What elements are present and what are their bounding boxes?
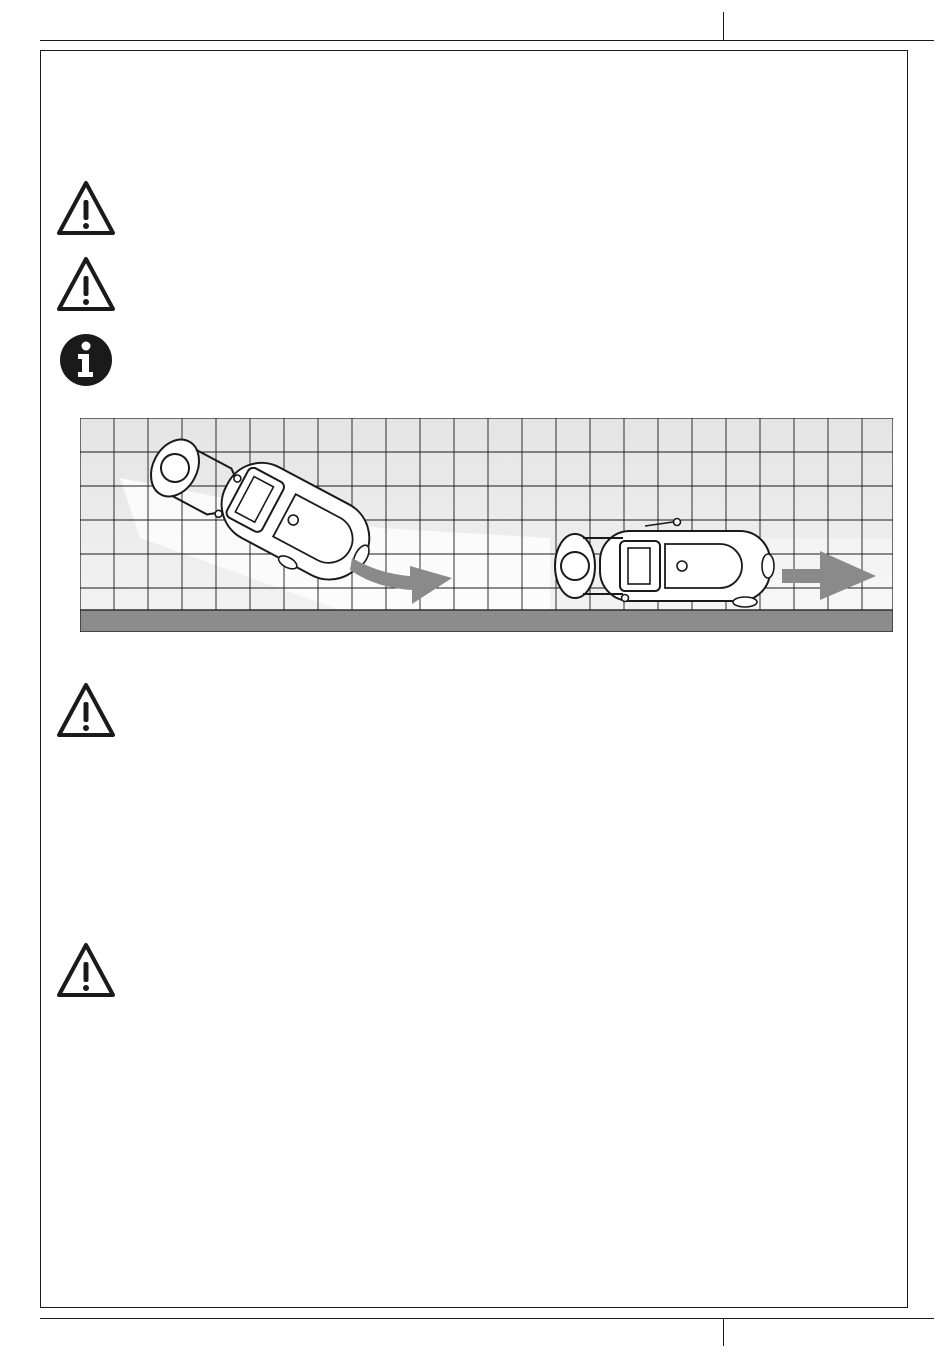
floor-scrubbing-illustration	[80, 418, 893, 632]
footer-rule	[40, 1318, 934, 1319]
warning-icon	[56, 256, 116, 312]
header-divider	[723, 12, 724, 40]
footer-divider	[723, 1318, 724, 1346]
floor-baseboard	[80, 610, 893, 632]
warning-icon	[56, 682, 116, 738]
warning-icon	[56, 942, 116, 998]
header-rule	[40, 40, 934, 41]
info-icon	[58, 332, 118, 388]
page-frame	[40, 50, 908, 1308]
warning-icon	[56, 180, 116, 236]
